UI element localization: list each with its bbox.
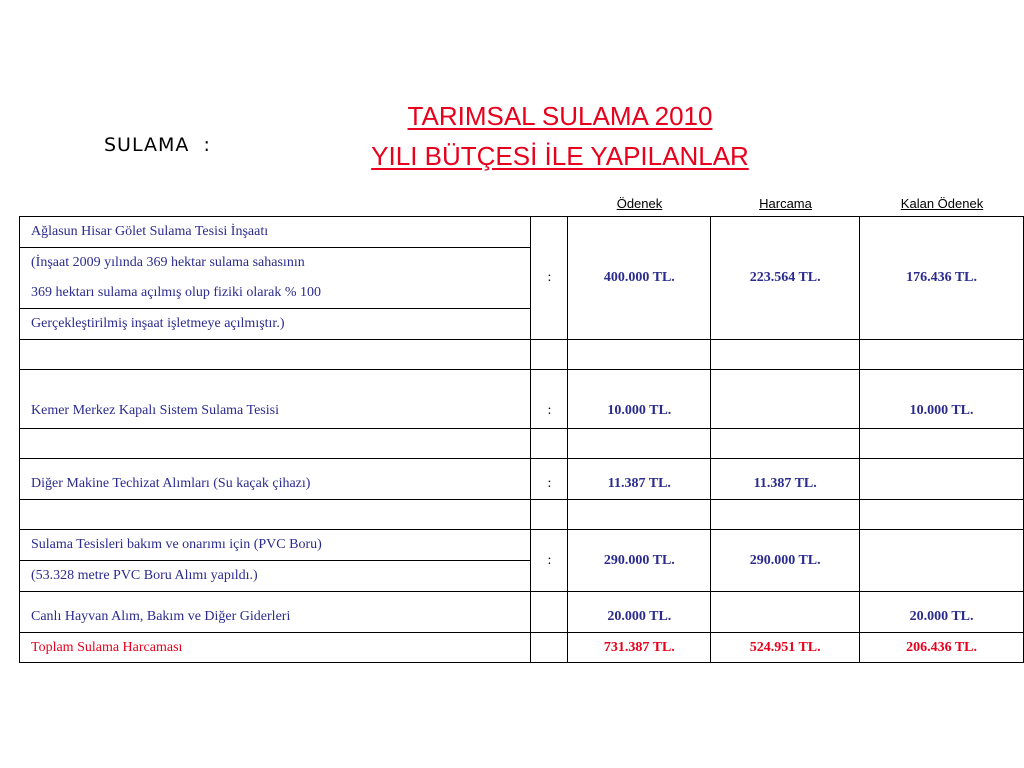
row-2-allocation: 10.000 TL. — [568, 370, 711, 429]
table-row — [20, 459, 1024, 500]
row-5-separator — [531, 592, 568, 633]
section-label: SULAMA : — [104, 134, 211, 156]
table-row — [20, 530, 1024, 561]
row-4-desc-a: Sulama Tesisleri bakım ve onarımı için (PVC Boru) — [20, 530, 531, 561]
row-3-spending: 11.387 TL. — [711, 459, 860, 500]
row-1-desc-b — [20, 248, 531, 309]
page-title-line-2: YILI BÜTÇESİ İLE YAPILANLAR — [371, 141, 749, 171]
row-5-allocation: 20.000 TL. — [568, 592, 711, 633]
table-row — [20, 370, 1024, 429]
row-1-desc-a: Ağlasun Hisar Gölet Sulama Tesisi İnşaatı — [20, 217, 531, 248]
row-1-allocation: 400.000 TL. — [568, 217, 711, 340]
row-4-spending: 290.000 TL. — [711, 530, 860, 592]
header-remaining: Kalan Ödenek — [900, 196, 984, 211]
row-4-remaining — [860, 530, 1024, 592]
row-3-allocation: 11.387 TL. — [568, 459, 711, 500]
total-remaining: 206.436 TL. — [860, 633, 1024, 663]
row-1-spending: 223.564 TL. — [711, 217, 860, 340]
row-4-allocation: 290.000 TL. — [568, 530, 711, 592]
spacer-row — [20, 429, 1024, 459]
row-5-desc: Canlı Hayvan Alım, Bakım ve Diğer Giderleri — [20, 592, 531, 633]
total-desc: Toplam Sulama Harcaması — [20, 633, 531, 663]
row-4-desc-b: (53.328 metre PVC Boru Alımı yapıldı.) — [20, 561, 531, 592]
total-row — [20, 633, 1024, 663]
budget-table — [19, 216, 1024, 663]
total-spending: 524.951 TL. — [711, 633, 860, 663]
spacer-row — [20, 500, 1024, 530]
total-separator — [531, 633, 568, 663]
row-1-desc-b1: (İnşaat 2009 yılında 369 hektar sulama sahasının — [31, 255, 305, 270]
row-4-separator: : — [531, 530, 568, 592]
header-allocation: Ödenek — [616, 196, 663, 211]
row-1-desc-b2: 369 hektarı sulama açılmış olup fiziki olarak % 100 — [31, 285, 322, 300]
total-allocation: 731.387 TL. — [568, 633, 711, 663]
table-row — [20, 217, 1024, 248]
row-1-remaining: 176.436 TL. — [860, 217, 1024, 340]
row-2-remaining: 10.000 TL. — [860, 370, 1024, 429]
header-spending: Harcama — [759, 196, 812, 211]
row-5-spending — [711, 592, 860, 633]
row-2-spending — [711, 370, 860, 429]
row-3-desc: Diğer Makine Techizat Alımları (Su kaçak çihazı) — [20, 459, 531, 500]
row-3-remaining — [860, 459, 1024, 500]
row-1-separator: : — [531, 217, 568, 340]
page-title-line-1: TARIMSAL SULAMA 2010 — [407, 101, 713, 131]
row-5-remaining: 20.000 TL. — [860, 592, 1024, 633]
row-1-desc-c: Gerçekleştirilmiş inşaat işletmeye açılmıştır.) — [20, 309, 531, 340]
table-row — [20, 592, 1024, 633]
row-2-desc: Kemer Merkez Kapalı Sistem Sulama Tesisi — [20, 370, 531, 429]
row-3-separator: : — [531, 459, 568, 500]
spacer-row — [20, 340, 1024, 370]
row-2-separator: : — [531, 370, 568, 429]
